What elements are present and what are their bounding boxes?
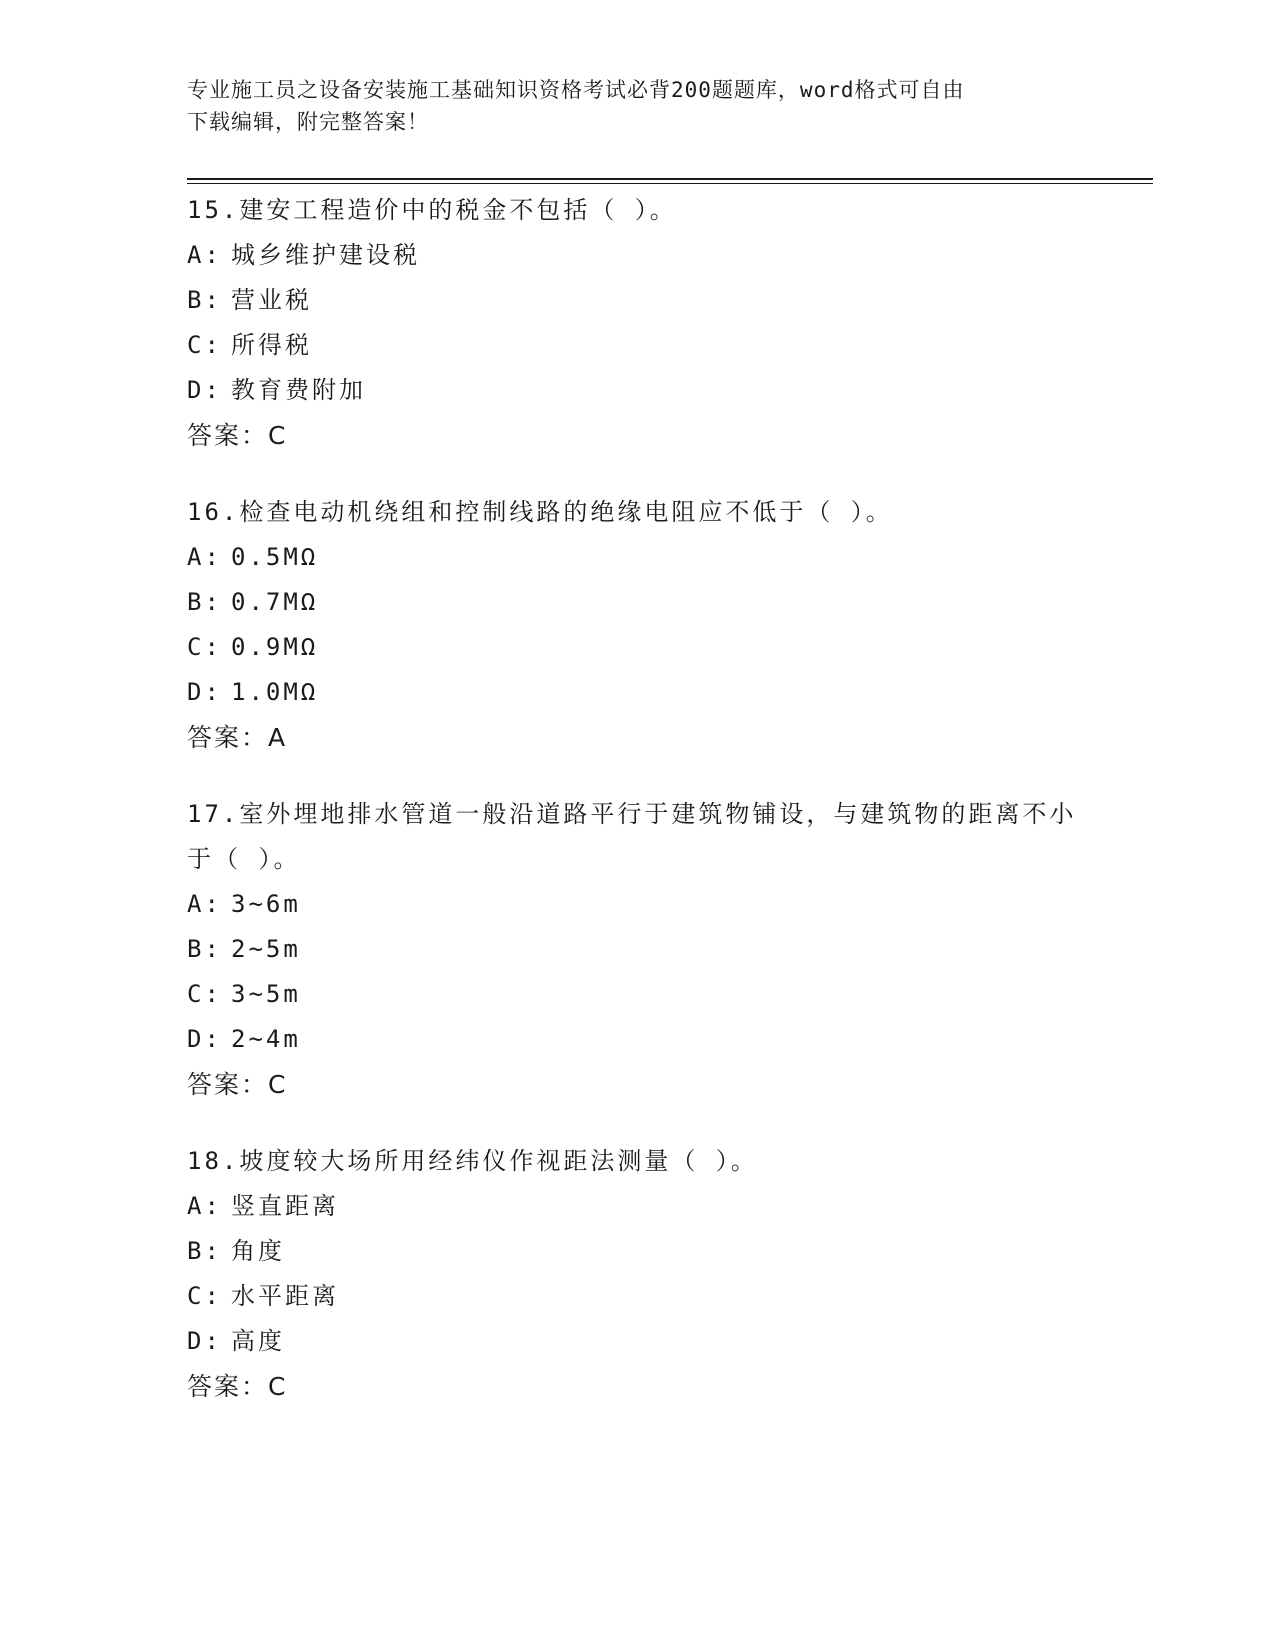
option-d <box>187 368 1147 413</box>
question-list <box>187 188 1147 1441</box>
option-c <box>187 625 1147 670</box>
option-text: 营业税 <box>231 286 312 314</box>
option-letter: D: <box>187 376 222 404</box>
option-text: 角度 <box>231 1237 285 1265</box>
option-letter: B: <box>187 286 222 314</box>
answer-line: 答案：C <box>187 1372 288 1401</box>
option-d <box>187 1017 1147 1062</box>
option-letter: A: <box>187 1192 222 1220</box>
header-divider-thin <box>187 183 1153 184</box>
answer-line: 答案：C <box>187 421 288 450</box>
option-letter: A: <box>187 890 222 918</box>
question-stem: 17.室外埋地排水管道一般沿道路平行于建筑物铺设，与建筑物的距离不小于（ ）。 <box>187 800 1077 873</box>
option-text: 水平距离 <box>231 1282 339 1310</box>
question-16 <box>187 490 1147 760</box>
option-text: 2~5m <box>231 935 301 963</box>
document-header <box>187 74 1087 138</box>
option-b <box>187 278 1147 323</box>
header-line-1: 专业施工员之设备安装施工基础知识资格考试必背200题题库，word格式可自由 <box>187 78 965 102</box>
option-letter: D: <box>187 1025 222 1053</box>
option-b <box>187 580 1147 625</box>
option-text: 教育费附加 <box>231 376 366 404</box>
option-letter: B: <box>187 935 222 963</box>
option-b <box>187 1229 1147 1274</box>
option-letter: C: <box>187 633 222 661</box>
option-text: 0.9MΩ <box>231 633 319 661</box>
option-text: 所得税 <box>231 331 312 359</box>
question-17 <box>187 792 1147 1107</box>
header-divider-thick <box>187 178 1153 180</box>
question-18 <box>187 1139 1147 1409</box>
option-letter: C: <box>187 1282 222 1310</box>
option-letter: C: <box>187 331 222 359</box>
option-a <box>187 1184 1147 1229</box>
option-c <box>187 1274 1147 1319</box>
option-text: 1.0MΩ <box>231 678 319 706</box>
option-letter: B: <box>187 1237 222 1265</box>
option-d <box>187 670 1147 715</box>
option-c <box>187 972 1147 1017</box>
answer-line: 答案：C <box>187 1070 288 1099</box>
option-text: 0.5MΩ <box>231 543 319 571</box>
option-letter: B: <box>187 588 222 616</box>
option-b <box>187 927 1147 972</box>
question-15 <box>187 188 1147 458</box>
option-a <box>187 535 1147 580</box>
option-text: 3~5m <box>231 980 301 1008</box>
option-text: 2~4m <box>231 1025 301 1053</box>
option-text: 城乡维护建设税 <box>231 241 420 269</box>
option-c <box>187 323 1147 368</box>
question-stem: 18.坡度较大场所用经纬仪作视距法测量（ ）。 <box>187 1147 758 1175</box>
question-stem: 15.建安工程造价中的税金不包括（ ）。 <box>187 196 677 224</box>
option-text: 3~6m <box>231 890 301 918</box>
option-a <box>187 882 1147 927</box>
answer-line: 答案：A <box>187 723 288 752</box>
option-letter: C: <box>187 980 222 1008</box>
option-a <box>187 233 1147 278</box>
option-text: 竖直距离 <box>231 1192 339 1220</box>
option-text: 0.7MΩ <box>231 588 319 616</box>
option-d <box>187 1319 1147 1364</box>
option-text: 高度 <box>231 1327 285 1355</box>
header-line-2: 下载编辑，附完整答案！ <box>187 110 429 134</box>
option-letter: A: <box>187 241 222 269</box>
option-letter: A: <box>187 543 222 571</box>
question-stem: 16.检查电动机绕组和控制线路的绝缘电阻应不低于（ ）。 <box>187 498 893 526</box>
option-letter: D: <box>187 678 222 706</box>
option-letter: D: <box>187 1327 222 1355</box>
